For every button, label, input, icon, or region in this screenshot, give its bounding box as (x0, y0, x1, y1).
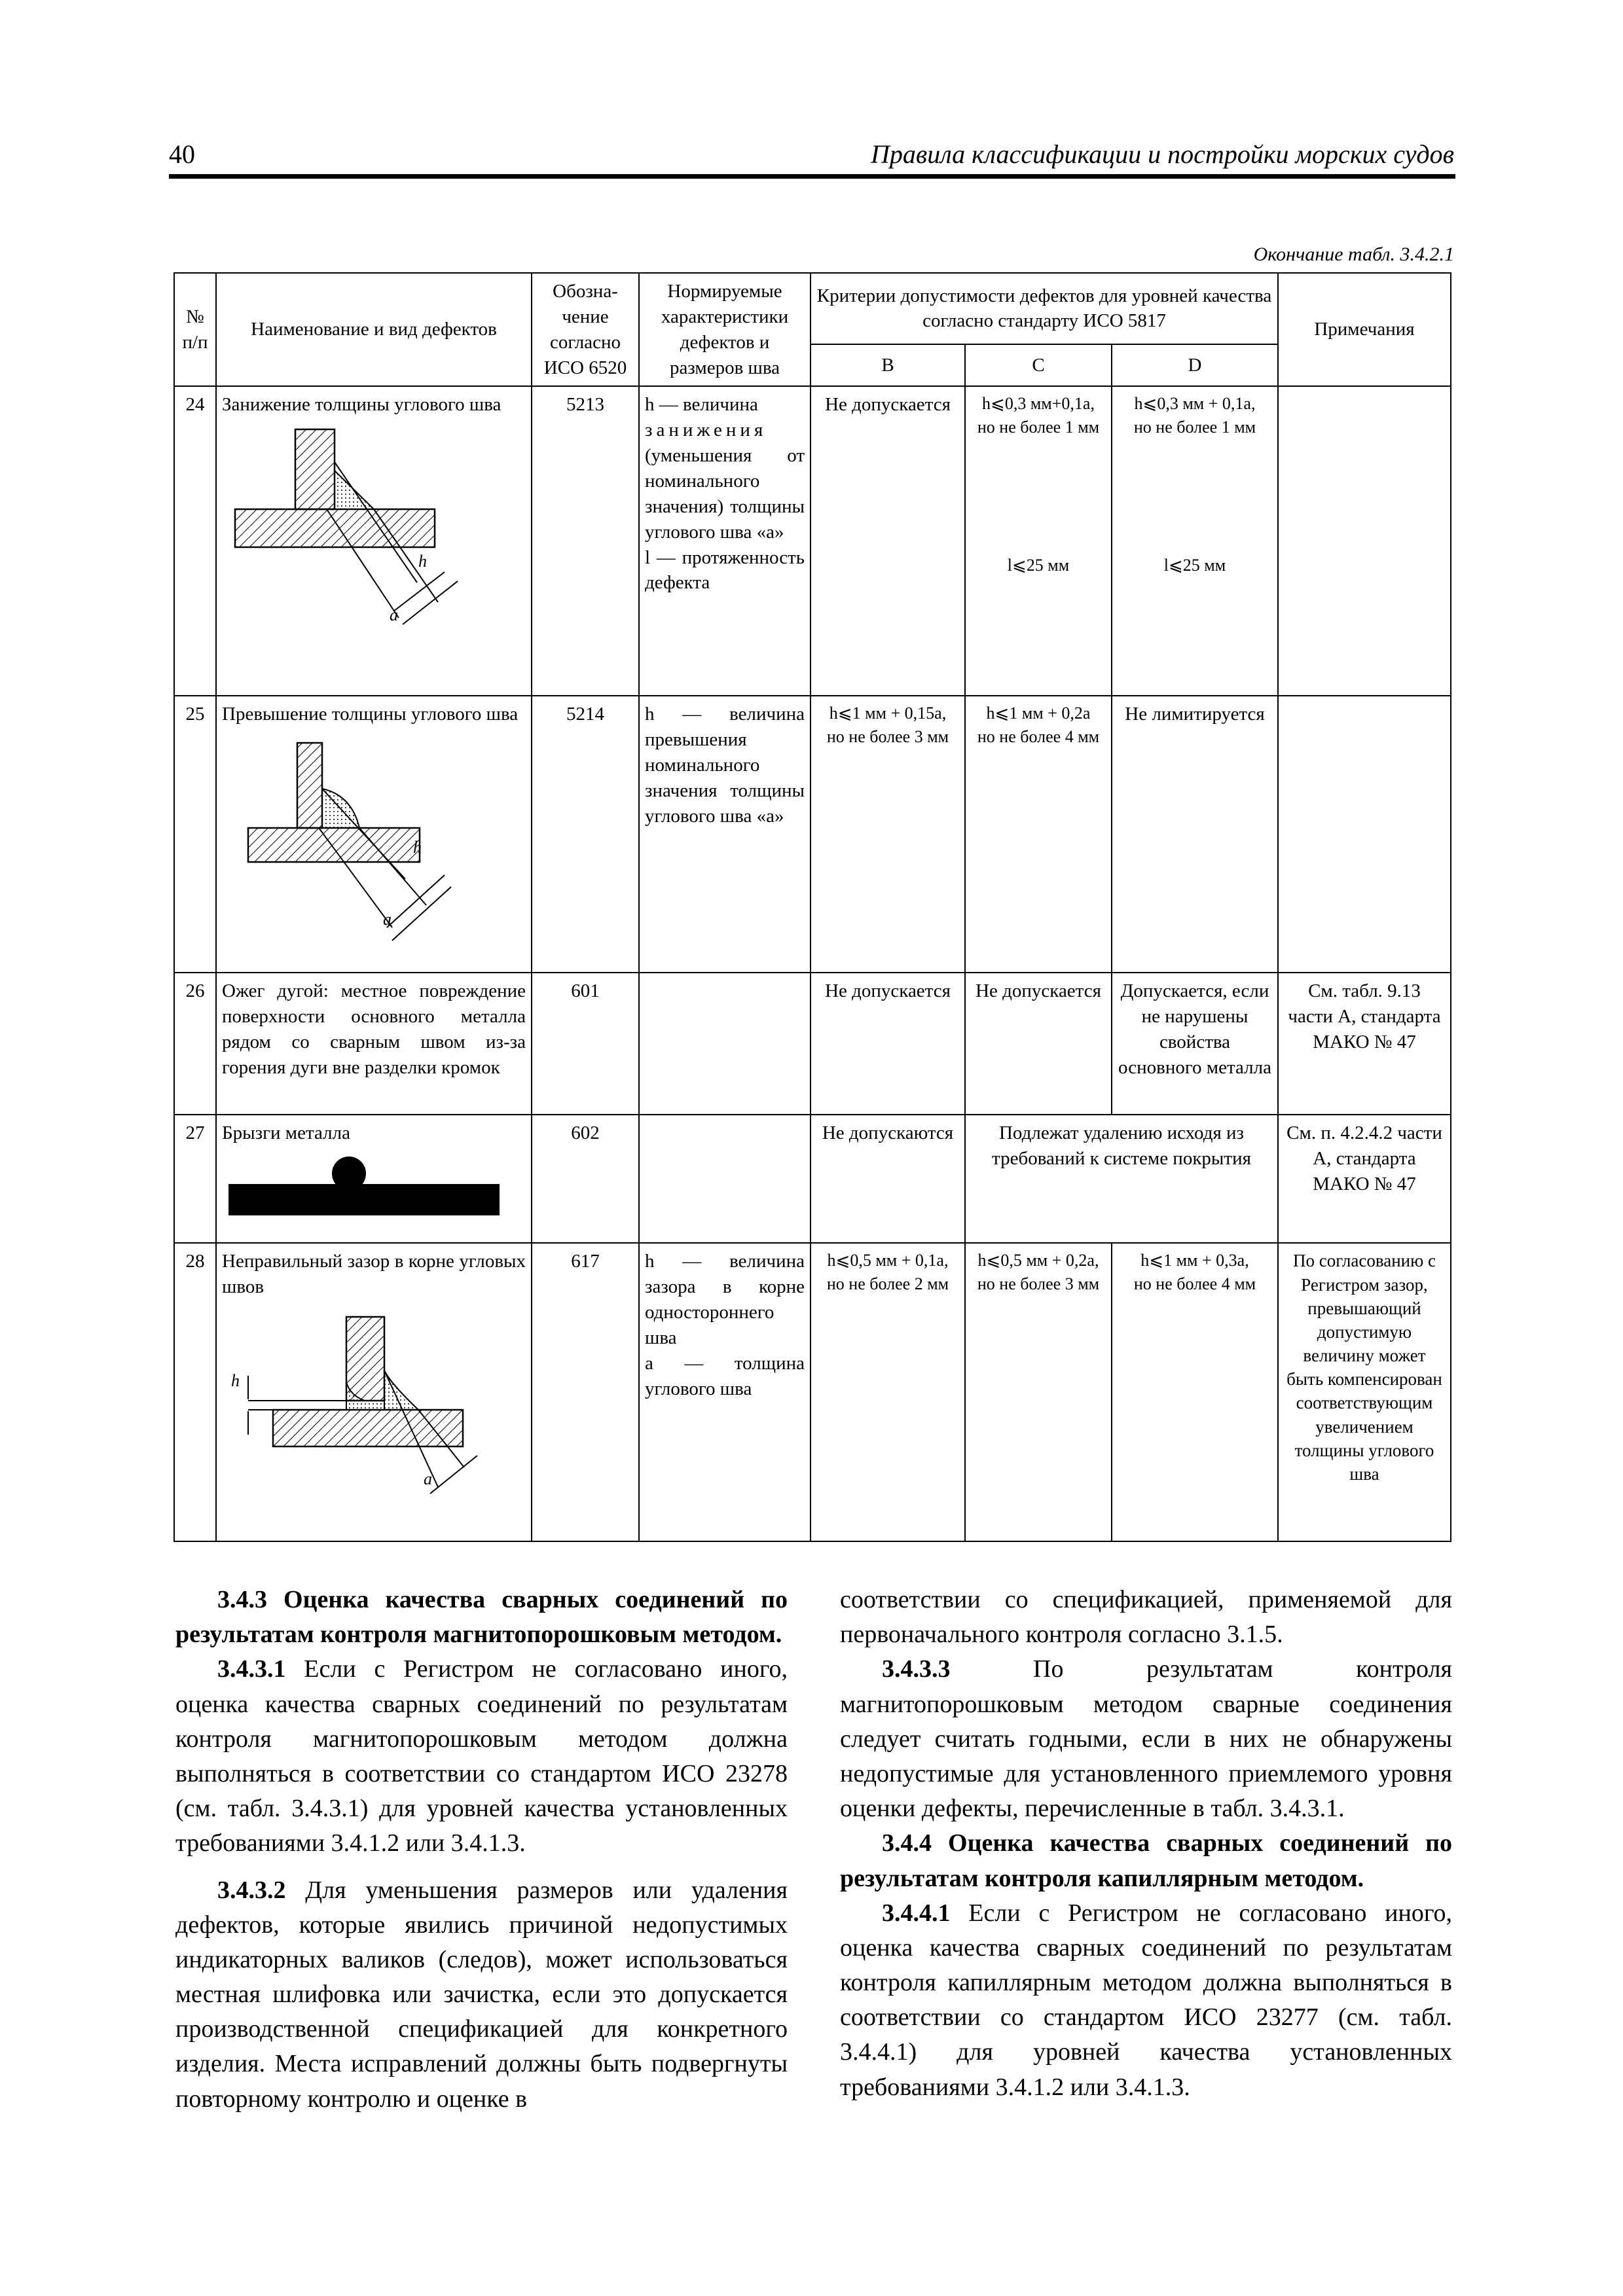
root-gap-figure (222, 1304, 510, 1526)
paragraph-3432-continued: соответствии со спецификацией, применяемой для первоначального контроля согласно 3.1.5. (840, 1586, 1452, 1649)
section-heading-343 (175, 1583, 788, 1652)
header-name: Наименование и вид дефектов (216, 273, 532, 386)
row-note (1278, 386, 1451, 696)
criterion-line: h⩽0,3 мм + 0,1a, (1134, 394, 1256, 414)
fig-label-h: h (231, 1371, 240, 1391)
criterion-line: но не более 2 мм (826, 1274, 949, 1293)
section-heading-344 (840, 1826, 1452, 1895)
row-code: 5214 (532, 696, 639, 973)
fig-label-a: a (383, 910, 392, 929)
characteristic-line: занижения (645, 420, 767, 441)
row-name: Неправильный зазор в корне угловых швов (222, 1251, 526, 1298)
row-name-cell (216, 1115, 532, 1243)
row-level-c: Не допускается (965, 973, 1112, 1115)
fig-label-a: a (424, 1469, 432, 1489)
row-characteristic-cell (639, 1243, 811, 1541)
row-level-c (965, 1243, 1112, 1541)
fig-label-h: h (418, 552, 427, 571)
row-name: Брызги металла (222, 1122, 350, 1144)
table-row (174, 973, 1451, 1115)
characteristic-line: l — протяженность дефекта (645, 547, 805, 594)
row-characteristic: h — величина превышения номинального значения толщины углового шва «a» (639, 696, 811, 973)
row-note: См. табл. 9.13 части А, стандарта МАКО № 47 (1278, 973, 1451, 1115)
page-number: 40 (169, 139, 195, 169)
characteristic-line: h — величина (645, 394, 758, 416)
paragraph-3432 (175, 1873, 788, 2117)
row-note: См. п. 4.2.4.2 части А, стандарта МАКО № 47 (1278, 1115, 1451, 1243)
row-level-c (965, 696, 1112, 973)
paragraph-number: 3.4.3.1 (217, 1655, 286, 1683)
row-level-b (811, 696, 965, 973)
row-num: 26 (174, 973, 216, 1115)
row-name-cell (216, 696, 532, 973)
running-title: Правила классификации и постройки морских судов (870, 139, 1454, 169)
criterion-line: h⩽0,3 мм+0,1a, (982, 394, 1095, 414)
table-header-row (174, 273, 1451, 344)
row-note: По согласованию с Регистром зазор, превышающий допустимую величину может быть компенсирован соответствующим увеличением толщины углового шва (1278, 1243, 1451, 1541)
header-designation: Обозна-чение согласно ИСО 6520 (532, 273, 639, 386)
table-row (174, 696, 1451, 973)
fillet-weld-underfill-figure (222, 422, 510, 644)
paragraph-text: По результатам контроля магнитопорошковым методом сварные соединения следует считать годными, если в них не обнаружены недопустимые для установленного приемлемого уровня оценки дефекты, перечисленные в табл. 3.4.3.1. (840, 1655, 1452, 1823)
criterion-line: но не более 4 мм (1133, 1274, 1256, 1293)
characteristic-line: (уменьшения от номинального значения) толщины углового шва «a» (645, 445, 805, 543)
criterion-line: но не более 3 мм (826, 726, 949, 746)
row-name-cell (216, 386, 532, 696)
row-name: Занижение толщины углового шва (222, 394, 501, 416)
criterion-line: h⩽1 мм + 0,3a, (1140, 1251, 1249, 1270)
paragraph-number: 3.4.4.1 (882, 1899, 951, 1927)
header-num: № п/п (174, 273, 216, 386)
criterion-line: h⩽0,5 мм + 0,1a, (827, 1251, 949, 1270)
row-level-cd: Подлежат удалению исходя из требований к системе покрытия (965, 1115, 1278, 1243)
row-name: Превышение толщины углового шва (222, 704, 519, 725)
paragraph-3441 (840, 1896, 1452, 2105)
criterion-line: l⩽25 мм (1163, 555, 1226, 575)
row-level-c (965, 386, 1112, 696)
row-code: 5213 (532, 386, 639, 696)
criterion-line: но не более 1 мм (1133, 417, 1256, 437)
table-continuation-caption: Окончание табл. 3.4.2.1 (1253, 243, 1454, 265)
paragraph-text: Если с Регистром не согласовано иного, оценка качества сварных соединений по результатам контроля капиллярным методом должна выполняться в соответствии со стандартом ИСО 23277 (см. табл. 3.4.4.1) для уровней качества установленных требованиями 3.4.1.2 или 3.4.1.3. (840, 1899, 1452, 2101)
row-code: 602 (532, 1115, 639, 1243)
row-characteristic (639, 1115, 811, 1243)
fig-label-a: a (390, 605, 398, 625)
criterion-line: h⩽0,5 мм + 0,2a, (977, 1251, 1099, 1270)
header-level-d: D (1112, 344, 1278, 387)
criterion-line: но не более 3 мм (977, 1274, 1100, 1293)
criterion-line: h⩽1 мм + 0,2a (986, 704, 1091, 723)
characteristic-line: h — величина зазора в корне одностороннего шва (645, 1251, 805, 1349)
row-code: 617 (532, 1243, 639, 1541)
heading-text: 3.4.4 Оценка качества сварных соединений по результатам контроля капиллярным методом. (840, 1829, 1452, 1892)
criterion-line: но не более 1 мм (977, 417, 1100, 437)
row-level-b: Не допускаются (811, 1115, 965, 1243)
header-criteria: Критерии допустимости дефектов для уровней качества согласно стандарту ИСО 5817 (811, 273, 1278, 344)
row-name: Ожег дугой: местное повреждение поверхности основного металла рядом со сварным швом из-за горения дуги вне разделки кромок (216, 973, 532, 1115)
row-num: 27 (174, 1115, 216, 1243)
row-num: 28 (174, 1243, 216, 1541)
row-name-cell (216, 1243, 532, 1541)
body-left-column (175, 1583, 788, 2117)
header-level-b: B (811, 344, 965, 387)
header-notes: Примечания (1278, 273, 1451, 386)
row-characteristic (639, 973, 811, 1115)
heading-text: 3.4.3 Оценка качества сварных соединений по результатам контроля магнитопорошковым методом. (175, 1586, 788, 1649)
row-level-d (1112, 1243, 1278, 1541)
row-num: 24 (174, 386, 216, 696)
characteristic-line: a — толщина углового шва (645, 1352, 805, 1399)
header-rule (169, 174, 1455, 179)
table-row (174, 1243, 1451, 1541)
defects-table (173, 272, 1451, 1542)
row-level-b: Не допускается (811, 973, 965, 1115)
row-note (1278, 696, 1451, 973)
table-row (174, 1115, 1451, 1243)
body-right-column (840, 1583, 1452, 2105)
header-normalized: Нормируемые характеристики дефектов и размеров шва (639, 273, 811, 386)
paragraph-number: 3.4.3.2 (217, 1876, 286, 1904)
header-level-c: C (965, 344, 1112, 387)
criterion-line: l⩽25 мм (1007, 555, 1070, 575)
row-characteristic-cell (639, 386, 811, 696)
row-level-d: Допускается, если не нарушены свойства основного металла (1112, 973, 1278, 1115)
table-row (174, 386, 1451, 696)
fillet-weld-excess-figure (222, 731, 510, 947)
row-code: 601 (532, 973, 639, 1115)
fig-label-h: h (413, 838, 422, 857)
paragraph-text: Для уменьшения размеров или удаления дефектов, которые явились причиной недопустимых индикаторных валиков (следов), может использоваться местная шлифовка или зачистка, если это допускается производственной спецификацией для конкретного изделия. Места исправлений должны быть подвергнуты повторному контролю и оценке в (175, 1876, 788, 2113)
paragraph-3431 (175, 1652, 788, 1861)
spatter-figure (222, 1150, 510, 1222)
criterion-line: h⩽1 мм + 0,15a, (829, 704, 947, 723)
criterion-line: но не более 4 мм (977, 726, 1100, 746)
paragraph-number: 3.4.3.3 (882, 1655, 951, 1683)
paragraph-text: Если с Регистром не согласовано иного, оценка качества сварных соединений по результатам контроля магнитопорошковым методом должна выполняться в соответствии со стандартом ИСО 23278 (см. табл. 3.4.3.1) для уровней качества установленных требованиями 3.4.1.2 или 3.4.1.3. (175, 1655, 788, 1857)
row-num: 25 (174, 696, 216, 973)
row-level-b: Не допускается (811, 386, 965, 696)
row-level-d (1112, 386, 1278, 696)
row-level-d: Не лимитируется (1112, 696, 1278, 973)
paragraph-3433 (840, 1652, 1452, 1826)
row-level-b (811, 1243, 965, 1541)
